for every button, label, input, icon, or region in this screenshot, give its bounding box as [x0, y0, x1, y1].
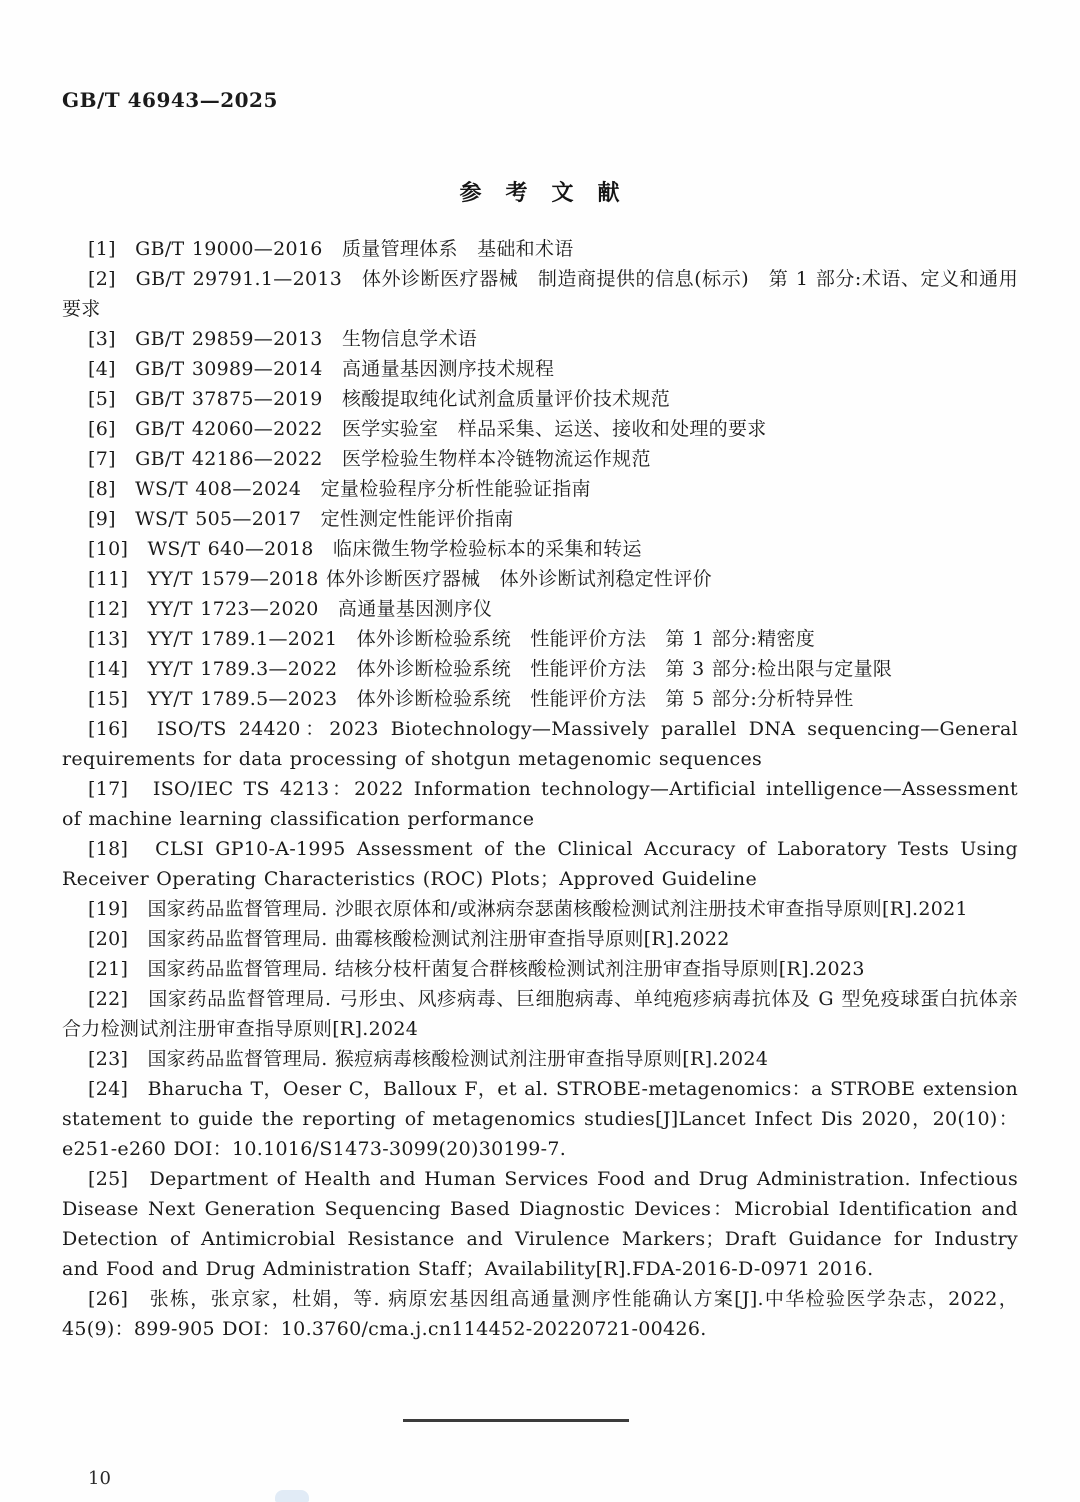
section-title: 参 考 文 献 [459, 181, 621, 206]
reference-item: [6] GB/T 42060—2022 医学实验室 样品采集、运送、接收和处理的要求 [88, 418, 767, 440]
reference-item: [15] YY/T 1789.5—2023 体外诊断检验系统 性能评价方法 第 5 部分:分析特异性 [88, 688, 854, 710]
reference-item: [19] 国家药品监督管理局. 沙眼衣原体和/或淋病奈瑟菌核酸检测试剂注册技术审查指导原则[R].2021 [88, 898, 968, 920]
reference-item: [2] GB/T 29791.1—2013 体外诊断医疗器械 制造商提供的信息(标示) 第 1 部分:术语、定义和通用要求 [62, 268, 1018, 320]
reference-item: [10] WS/T 640—2018 临床微生物学检验标本的采集和转运 [88, 538, 642, 560]
end-of-text-rule [403, 1419, 629, 1422]
reference-item: [23] 国家药品监督管理局. 猴痘病毒核酸检测试剂注册审查指导原则[R].2024 [88, 1048, 769, 1070]
page-number: 10 [88, 1468, 111, 1489]
reference-item: [7] GB/T 42186—2022 医学检验生物样本冷链物流运作规范 [88, 448, 651, 470]
reference-item: [5] GB/T 37875—2019 核酸提取纯化试剂盒质量评价技术规范 [88, 388, 671, 410]
reference-item: [3] GB/T 29859—2013 生物信息学术语 [88, 328, 478, 350]
reference-item: [13] YY/T 1789.1—2021 体外诊断检验系统 性能评价方法 第 1 部分:精密度 [88, 628, 816, 650]
reference-item: [21] 国家药品监督管理局. 结核分枝杆菌复合群核酸检测试剂注册审查指导原则[R].2023 [88, 958, 865, 980]
reference-item: [25] Department of Health and Human Services Food and Drug Administration. Infectious Disease Next Generation Sequencing Based Diagnostic Devices：Microbial Identification and Detection of Antimicrobial Resistance and Virulence Markers；Draft Guidance for Industry and Food and Drug Administration Staff；Availability[R].FDA-2016-D-0971 2016. [62, 1168, 1018, 1280]
reference-item: [26] 张栋，张京家，杜娟，等. 病原宏基因组高通量测序性能确认方案[J].中华检验医学杂志，2022，45(9)：899-905 DOI：10.3760/cma.j.cn114452-20220721-00426. [62, 1288, 1018, 1340]
reference-item: [4] GB/T 30989—2014 高通量基因测序技术规程 [88, 358, 555, 380]
reference-item: [20] 国家药品监督管理局. 曲霉核酸检测试剂注册审查指导原则[R].2022 [88, 928, 730, 950]
reference-item: [12] YY/T 1723—2020 高通量基因测序仪 [88, 598, 493, 620]
reference-item: [18] CLSI GP10-A-1995 Assessment of the Clinical Accuracy of Laboratory Tests Using Receiver Operating Characteristics (ROC) Plots；Approved Guideline [62, 838, 1018, 890]
reference-item: [22] 国家药品监督管理局. 弓形虫、风疹病毒、巨细胞病毒、单纯疱疹病毒抗体及 G 型免疫球蛋白抗体亲合力检测试剂注册审查指导原则[R].2024 [62, 988, 1018, 1040]
reference-item: [9] WS/T 505—2017 定性测定性能评价指南 [88, 508, 514, 530]
reference-item: [8] WS/T 408—2024 定量检验程序分析性能验证指南 [88, 478, 591, 500]
reference-item: [11] YY/T 1579—2018 体外诊断医疗器械 体外诊断试剂稳定性评价 [88, 568, 712, 590]
reference-item: [16] ISO/TS 24420：2023 Biotechnology—Massively parallel DNA sequencing—General requirements for data processing of shotgun metagenomic sequences [62, 718, 1018, 770]
scan-artifact-watermark [275, 1490, 309, 1502]
reference-item: [1] GB/T 19000—2016 质量管理体系 基础和术语 [88, 238, 574, 260]
document-code: GB/T 46943—2025 [62, 88, 278, 112]
reference-item: [17] ISO/IEC TS 4213：2022 Information technology—Artificial intelligence—Assessment of machine learning classification performance [62, 778, 1018, 830]
references-list [62, 234, 1018, 1344]
reference-item: [14] YY/T 1789.3—2022 体外诊断检验系统 性能评价方法 第 3 部分:检出限与定量限 [88, 658, 893, 680]
reference-item: [24] Bharucha T，Oeser C，Balloux F，et al. STROBE-metagenomics：a STROBE extension statement to guide the reporting of metagenomics studies[J]Lancet Infect Dis 2020，20(10)：e251-e260 DOI：10.1016/S1473-3099(20)30199-7. [62, 1078, 1018, 1160]
